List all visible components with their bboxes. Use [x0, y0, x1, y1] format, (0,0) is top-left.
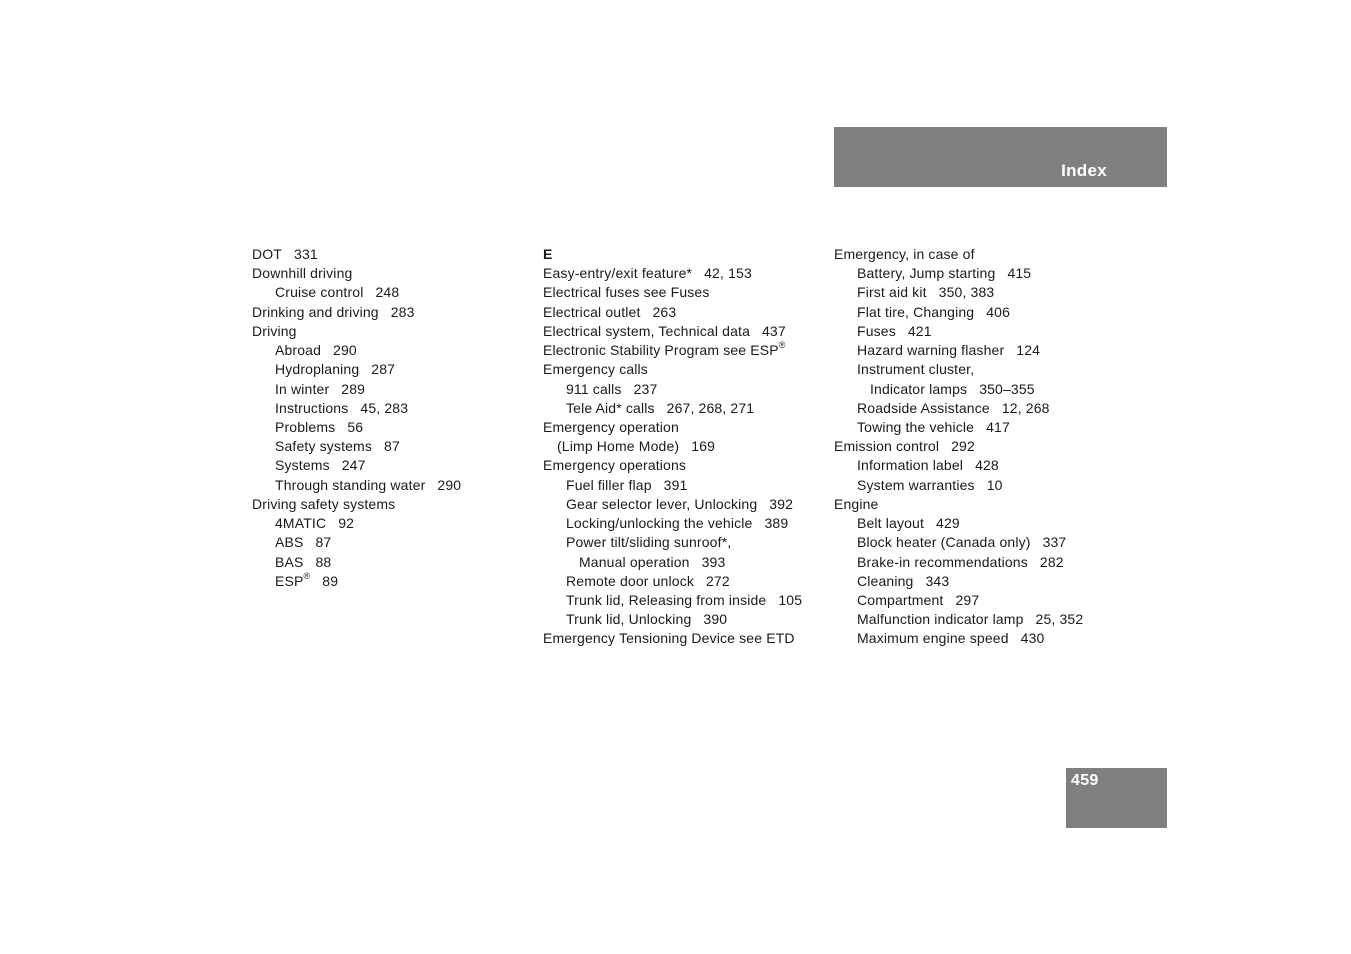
index-page-ref: 12, 268	[1001, 399, 1050, 416]
index-entry-text: First aid kit	[857, 284, 927, 301]
index-subentry	[252, 533, 537, 552]
index-entry-text: Fuses	[857, 322, 896, 339]
index-subentry	[834, 322, 1119, 341]
index-page-ref: 393	[701, 553, 726, 570]
index-letter-heading	[543, 245, 828, 264]
index-subentry	[252, 476, 537, 495]
index-page-ref: 287	[371, 361, 396, 378]
index-entry-text: Engine	[834, 495, 879, 512]
index-subentry	[252, 514, 537, 533]
index-page-ref: 282	[1039, 553, 1064, 570]
index-column-3	[834, 245, 1119, 649]
index-column-2	[543, 245, 828, 649]
index-entry	[252, 264, 537, 283]
index-page-ref: 430	[1020, 630, 1045, 647]
index-entry-text: Easy-entry/exit feature*	[543, 265, 693, 282]
index-entry-text: Battery, Jump starting	[857, 265, 996, 282]
index-entry-text: Through standing water	[275, 476, 426, 493]
index-entry-text: Locking/unlocking the vehicle	[566, 515, 753, 532]
index-page-ref: 428	[975, 457, 999, 474]
index-entry	[543, 360, 828, 379]
index-subentry	[834, 264, 1119, 283]
index-entry-text: Flat tire, Changing	[857, 303, 975, 320]
index-page-ref: 391	[663, 476, 688, 493]
index-page-ref: 169	[691, 438, 716, 455]
index-entry-text: Tele Aid* calls	[566, 399, 655, 416]
index-entry	[252, 245, 537, 264]
index-subentry	[834, 418, 1119, 437]
index-entry-text: Brake-in recommendations	[857, 553, 1028, 570]
index-entry-text: Emergency Tensioning Device see ETD	[543, 630, 795, 647]
index-subentry	[834, 380, 1119, 399]
index-subentry	[252, 572, 537, 591]
index-entry-text: Downhill driving	[252, 265, 353, 282]
index-entry	[543, 629, 828, 648]
index-page-ref: 331	[294, 246, 318, 262]
index-entry-text: Roadside Assistance	[857, 399, 990, 416]
index-entry-text: ESP	[275, 572, 304, 589]
index-entry	[543, 264, 828, 283]
index-subentry	[252, 553, 537, 572]
index-entry-text: 4MATIC	[275, 515, 327, 532]
index-entry-text: Cruise control	[275, 284, 364, 301]
index-page-ref: 45, 283	[360, 399, 409, 416]
index-subentry	[834, 572, 1119, 591]
index-page-ref: 290	[437, 476, 462, 493]
index-entry-text: Hydroplaning	[275, 361, 360, 378]
index-entry	[252, 322, 537, 341]
index-entry-text: Systems	[275, 457, 330, 474]
index-subentry	[834, 591, 1119, 610]
index-subentry	[252, 418, 537, 437]
index-entry-text: Driving safety systems	[252, 495, 396, 512]
index-entry-text: Malfunction indicator lamp	[857, 611, 1024, 628]
index-entry-text: Instructions	[275, 399, 349, 416]
index-subentry	[834, 283, 1119, 302]
index-page-ref: 389	[764, 515, 789, 532]
index-entry-text: Compartment	[857, 591, 944, 608]
index-entry-text: System warranties	[857, 476, 975, 493]
index-entry-text: Manual operation	[579, 553, 690, 570]
index-subentry	[252, 341, 537, 360]
index-page-ref: 88	[315, 553, 332, 570]
index-subentry	[834, 553, 1119, 572]
index-entry-text: In winter	[275, 380, 330, 397]
index-subentry	[252, 437, 537, 456]
index-page-ref: 237	[633, 380, 658, 397]
index-page-ref: 343	[925, 572, 950, 589]
index-entry-text: Emission control	[834, 438, 940, 455]
index-entry	[834, 437, 1119, 456]
index-subentry	[834, 360, 1119, 379]
index-subentry	[252, 399, 537, 418]
index-page-ref: 87	[315, 534, 332, 551]
index-subentry	[543, 380, 828, 399]
page-number-box	[1066, 768, 1167, 828]
index-page-ref: 392	[769, 495, 794, 512]
index-subentry	[543, 610, 828, 629]
index-page-ref: 247	[341, 457, 366, 474]
index-entry-text: Electrical fuses see Fuses	[543, 284, 710, 301]
index-page-ref: 289	[341, 380, 366, 397]
index-entry-text: Electrical system, Technical data	[543, 322, 750, 339]
index-entry-text: Electronic Stability Program see ESP	[543, 342, 779, 359]
index-entry-text: Emergency calls	[543, 361, 648, 378]
index-entry-text: Electrical outlet	[543, 303, 641, 320]
index-subentry	[834, 533, 1119, 552]
index-subentry	[834, 303, 1119, 322]
index-page-ref: 350–355	[979, 380, 1035, 397]
index-subentry	[834, 476, 1119, 495]
index-entry-text: DOT	[252, 246, 283, 262]
index-subentry	[543, 572, 828, 591]
index-subentry	[252, 380, 537, 399]
index-subentry	[834, 629, 1119, 648]
index-subentry	[543, 533, 828, 552]
index-entry-text: Problems	[275, 418, 336, 435]
index-page-ref: 283	[390, 303, 415, 320]
index-page-ref: 25, 352	[1035, 611, 1084, 628]
index-entry-text: Trunk lid, Releasing from inside	[566, 591, 767, 608]
index-page-ref: 42, 153	[704, 265, 752, 282]
index-entry	[543, 456, 828, 475]
index-page-ref: 297	[955, 591, 980, 608]
index-page-ref: 350, 383	[938, 284, 995, 301]
index-entry	[834, 245, 1119, 264]
index-entry-text: Hazard warning flasher	[857, 342, 1005, 359]
index-entry	[543, 341, 828, 360]
index-entry	[543, 283, 828, 302]
index-entry-text: Cleaning	[857, 572, 914, 589]
index-page-ref: 429	[936, 515, 960, 532]
page-number: 459	[1071, 772, 1099, 789]
index-page-ref: 56	[347, 418, 364, 435]
index-entry	[252, 495, 537, 514]
index-subentry	[834, 341, 1119, 360]
index-page-ref: 124	[1016, 342, 1041, 359]
index-entry-text: Maximum engine speed	[857, 630, 1009, 647]
index-page-ref: 267, 268, 271	[666, 399, 755, 416]
index-subentry	[834, 456, 1119, 475]
index-entry-text: Trunk lid, Unlocking	[566, 611, 692, 628]
index-page-ref: 92	[338, 515, 355, 532]
index-subentry	[834, 514, 1119, 533]
index-page-ref: 437	[762, 322, 786, 339]
index-page-ref: 105	[778, 591, 803, 608]
index-page-ref: 292	[951, 438, 975, 455]
index-column-1	[252, 245, 537, 591]
index-subentry	[543, 514, 828, 533]
index-page-ref: 417	[986, 418, 1010, 435]
index-entry-text: Towing the vehicle	[857, 418, 975, 435]
index-subentry	[543, 476, 828, 495]
index-entry-text: Emergency operation	[543, 418, 679, 435]
index-entry	[543, 303, 828, 322]
index-entry-text: Emergency, in case of	[834, 246, 975, 262]
index-entry-text: Fuel filler flap	[566, 476, 652, 493]
index-page-ref: 337	[1042, 534, 1067, 551]
index-page-ref: 390	[703, 611, 728, 628]
index-entry	[543, 418, 828, 437]
index-entry-text: Indicator lamps	[870, 380, 968, 397]
index-subentry	[252, 360, 537, 379]
index-entry-text: (Limp Home Mode)	[557, 438, 680, 455]
index-entry-text: Instrument cluster,	[857, 361, 975, 378]
index-page-ref: 89	[322, 572, 339, 589]
registered-mark: ®	[778, 340, 786, 351]
index-page-ref: 290	[333, 342, 357, 359]
index-subentry	[252, 283, 537, 302]
index-subentry	[834, 399, 1119, 418]
index-entry	[543, 322, 828, 341]
index-entry-text: Gear selector lever, Unlocking	[566, 495, 758, 512]
index-entry-text: Block heater (Canada only)	[857, 534, 1031, 551]
index-entry-text: E	[543, 246, 553, 262]
index-subentry	[543, 553, 828, 572]
index-page-ref: 406	[986, 303, 1011, 320]
index-page-ref: 248	[375, 284, 400, 301]
index-subentry	[543, 591, 828, 610]
index-header-box	[834, 127, 1167, 187]
index-entry-text: Information label	[857, 457, 964, 474]
index-entry-text: ABS	[275, 534, 304, 551]
index-entry-text: Belt layout	[857, 515, 925, 532]
index-page-ref: 263	[652, 303, 677, 320]
index-entry-text: Abroad	[275, 342, 322, 359]
index-entry	[252, 303, 537, 322]
index-subentry	[252, 456, 537, 475]
index-entry-text: Emergency operations	[543, 457, 687, 474]
index-entry	[834, 495, 1119, 514]
index-header-title: Index	[1061, 161, 1107, 180]
index-page-ref: 421	[907, 322, 932, 339]
index-page-ref: 415	[1007, 265, 1032, 282]
index-subentry	[834, 610, 1119, 629]
index-page-ref: 87	[384, 438, 400, 455]
index-page-ref: 10	[986, 476, 1003, 493]
index-subentry	[543, 437, 828, 456]
registered-mark: ®	[303, 571, 311, 582]
index-entry-text: Safety systems	[275, 438, 373, 455]
index-entry-text: Drinking and driving	[252, 303, 379, 320]
index-entry-text: 911 calls	[566, 380, 622, 397]
index-entry-text: BAS	[275, 553, 304, 570]
index-page-ref: 272	[706, 572, 730, 589]
index-entry-text: Driving	[252, 322, 297, 339]
index-subentry	[543, 495, 828, 514]
index-subentry	[543, 399, 828, 418]
index-entry-text: Power tilt/sliding sunroof*,	[566, 534, 732, 551]
index-entry-text: Remote door unlock	[566, 572, 694, 589]
